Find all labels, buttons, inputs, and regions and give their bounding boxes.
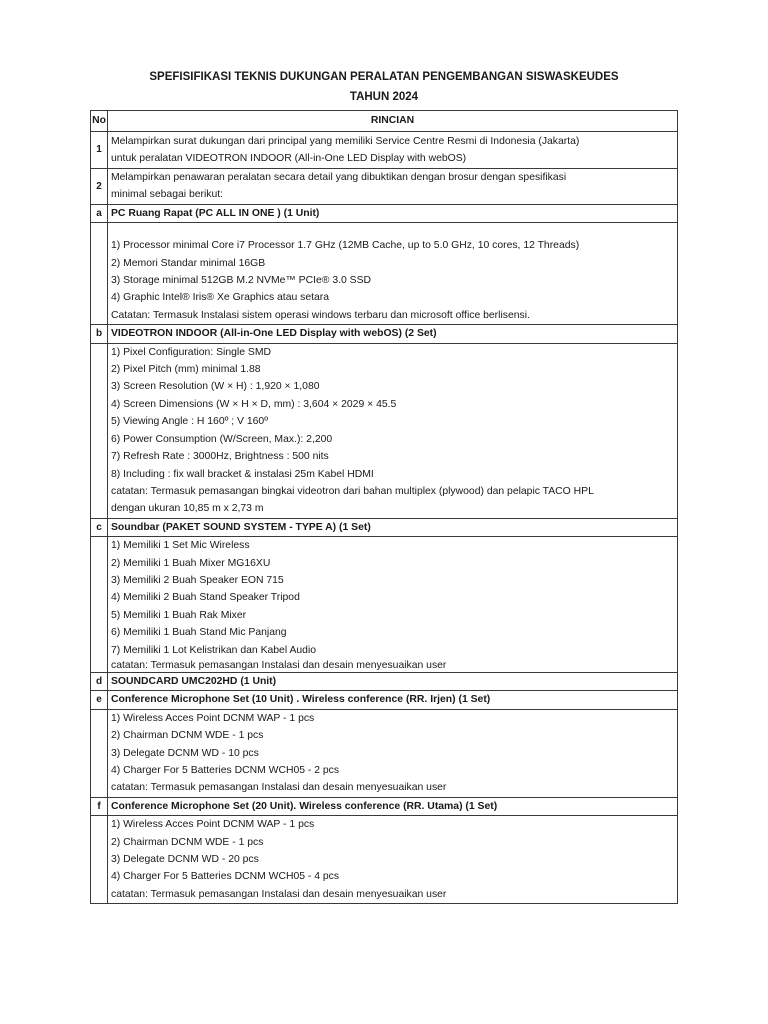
section-letter: b <box>91 325 108 343</box>
document-title: SPEFISIFIKASI TEKNIS DUKUNGAN PERALATAN PENGEMBANGAN SISWASKEUDES <box>149 71 619 83</box>
empty-cell <box>91 343 108 518</box>
note-line: catatan: Termasuk pemasangan Instalasi dan desain menyesuaikan user <box>111 782 447 794</box>
section-title: PC Ruang Rapat (PC ALL IN ONE ) (1 Unit) <box>108 204 678 222</box>
spec-line: 3) Screen Resolution (W × H) : 1,920 × 1,080 <box>111 381 320 393</box>
section-details <box>108 709 678 797</box>
spec-line: 3) Delegate DCNM WD - 20 pcs <box>111 854 259 866</box>
section-letter: c <box>91 518 108 536</box>
empty-cell <box>91 709 108 797</box>
section-body-row <box>91 816 678 904</box>
table-row <box>91 132 678 169</box>
section-body-row <box>91 537 678 673</box>
spec-line: 6) Power Consumption (W/Screen, Max.): 2,200 <box>111 433 333 445</box>
section-letter: e <box>91 691 108 709</box>
spec-line: 2) Chairman DCNM WDE - 1 pcs <box>111 730 264 742</box>
section-body-row <box>91 709 678 797</box>
spec-line: 1) Pixel Configuration: Single SMD <box>111 346 271 358</box>
spec-line: 2) Memiliki 1 Buah Mixer MG16XU <box>111 557 271 569</box>
spec-line: 7) Refresh Rate : 3000Hz, Brightness : 500 nits <box>111 451 329 463</box>
table-row <box>91 169 678 205</box>
section-details <box>108 223 678 325</box>
section-title: Conference Microphone Set (10 Unit) . Wireless conference (RR. Irjen) (1 Set) <box>108 691 678 709</box>
note-line: dengan ukuran 10,85 m x 2,73 m <box>111 503 264 515</box>
row-text <box>108 169 678 205</box>
spec-line: 2) Chairman DCNM WDE - 1 pcs <box>111 836 264 848</box>
spec-line: 3) Memiliki 2 Buah Speaker EON 715 <box>111 574 284 586</box>
spec-line: 5) Viewing Angle : H 160º ; V 160º <box>111 416 269 428</box>
spec-line: 1) Wireless Acces Point DCNM WAP - 1 pcs <box>111 712 315 724</box>
section-title: SOUNDCARD UMC202HD (1 Unit) <box>108 672 678 690</box>
section-header-row <box>91 325 678 343</box>
spec-table <box>90 110 678 904</box>
text-line: Melampirkan surat dukungan dari principal yang memiliki Service Centre Resmi di Indonesia (Jakarta) <box>111 135 580 147</box>
note-line: catatan: Termasuk pemasangan Instalasi dan desain menyesuaikan user <box>111 888 447 900</box>
section-header-row <box>91 691 678 709</box>
document-year: TAHUN 2024 <box>349 91 419 103</box>
note-line: catatan: Termasuk pemasangan Instalasi dan desain menyesuaikan user <box>111 659 447 671</box>
spec-line: 3) Delegate DCNM WD - 10 pcs <box>111 747 259 759</box>
section-body-row <box>91 343 678 518</box>
spec-line: 4) Memiliki 2 Buah Stand Speaker Tripod <box>111 592 300 604</box>
section-title: Soundbar (PAKET SOUND SYSTEM - TYPE A) (1 Set) <box>108 518 678 536</box>
section-title: Conference Microphone Set (20 Unit). Wireless conference (RR. Utama) (1 Set) <box>108 797 678 815</box>
spec-line: 5) Memiliki 1 Buah Rak Mixer <box>111 609 247 621</box>
col-no-header: No <box>91 111 108 132</box>
row-number: 1 <box>91 132 108 169</box>
section-letter: f <box>91 797 108 815</box>
spec-line: 4) Screen Dimensions (W × H × D, mm) : 3,604 × 2029 × 45.5 <box>111 398 397 410</box>
note-line: Catatan: Termasuk Instalasi sistem operasi windows terbaru dan microsoft office berlisensi. <box>111 309 530 321</box>
section-body-row <box>91 223 678 325</box>
table-header-row <box>91 111 678 132</box>
section-details <box>108 343 678 518</box>
row-number: 2 <box>91 169 108 205</box>
text-line: untuk peralatan VIDEOTRON INDOOR (All-in-One LED Display with webOS) <box>111 153 467 164</box>
spec-line: 8) Including : fix wall bracket & instalasi 25m Kabel HDMI <box>111 468 374 480</box>
spec-line: 7) Memiliki 1 Lot Kelistrikan dan Kabel Audio <box>111 644 317 656</box>
text-line: minimal sebagai berikut: <box>111 189 224 201</box>
section-header-row <box>91 797 678 815</box>
section-letter: d <box>91 672 108 690</box>
section-header-row <box>91 204 678 222</box>
empty-cell <box>91 537 108 673</box>
section-header-row <box>91 518 678 536</box>
section-details <box>108 537 678 673</box>
spec-line: 3) Storage minimal 512GB M.2 NVMe™ PCIe® 3.0 SSD <box>111 275 372 287</box>
section-details <box>108 816 678 904</box>
note-line: catatan: Termasuk pemasangan bingkai videotron dari bahan multiplex (plywood) dan pelapic TACO HPL <box>111 485 594 497</box>
col-rincian-header: RINCIAN <box>108 111 678 132</box>
spec-line: 4) Graphic Intel® Iris® Xe Graphics atau setara <box>111 292 330 304</box>
empty-cell <box>91 223 108 325</box>
row-text <box>108 132 678 169</box>
text-line: Melampirkan penawaran peralatan secara detail yang dibuktikan dengan brosur dengan spesifikasi <box>111 172 567 183</box>
empty-cell <box>91 816 108 904</box>
spec-line: 1) Processor minimal Core i7 Processor 1.7 GHz (12MB Cache, up to 5.0 GHz, 10 cores, 12 Threads) <box>111 240 580 252</box>
spec-line: 6) Memiliki 1 Buah Stand Mic Panjang <box>111 627 287 639</box>
spec-line: 2) Memori Standar minimal 16GB <box>111 257 266 269</box>
spec-line: 1) Memiliki 1 Set Mic Wireless <box>111 540 250 552</box>
section-letter: a <box>91 204 108 222</box>
spec-line: 1) Wireless Acces Point DCNM WAP - 1 pcs <box>111 819 315 831</box>
spec-line: 4) Charger For 5 Batteries DCNM WCH05 - 2 pcs <box>111 765 340 776</box>
section-header-row <box>91 672 678 690</box>
spec-line: 2) Pixel Pitch (mm) minimal 1.88 <box>111 364 261 376</box>
section-title: VIDEOTRON INDOOR (All-in-One LED Display with webOS) (2 Set) <box>108 325 678 343</box>
spec-line: 4) Charger For 5 Batteries DCNM WCH05 - 4 pcs <box>111 871 340 883</box>
